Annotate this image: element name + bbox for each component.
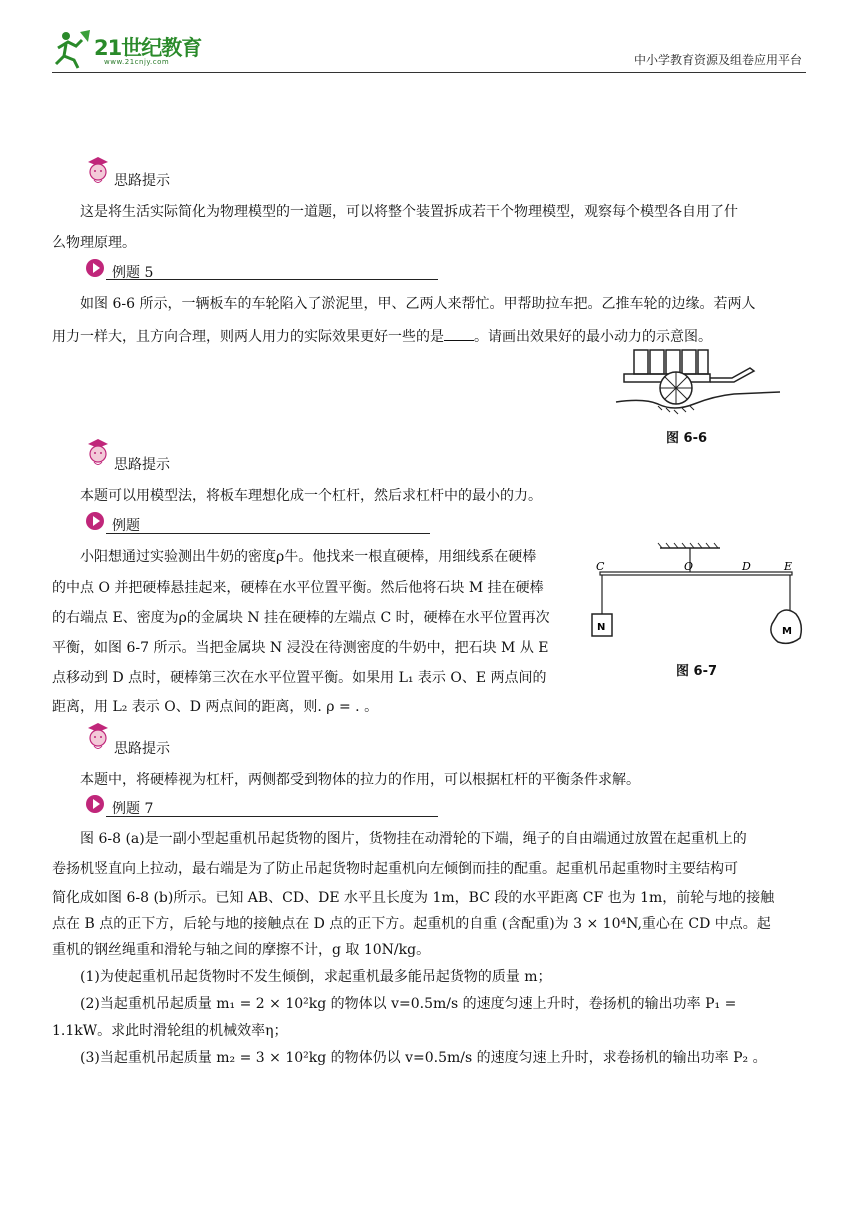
example-play-icon (86, 259, 104, 277)
platform-name: 中小学教育资源及组卷应用平台 (633, 53, 802, 67)
example-title: 例题 7 (112, 801, 154, 817)
lever-label: D (742, 560, 751, 573)
stone-m-label: M (782, 626, 792, 637)
paragraph-line: 的右端点 E、密度为ρ的金属块 N 挂在硬棒的左端点 C 时，硬棒在水平位置再次 (52, 610, 550, 626)
paragraph-line: 这是将生活实际简化为物理模型的一道题，可以将整个装置拆成若干个物理模型，观察每个模型各自用了什 (80, 204, 738, 220)
figure-caption: 图 6-7 (676, 664, 718, 679)
cart-figure (614, 344, 782, 416)
lever-label: E (784, 560, 793, 573)
figure-caption: 图 6-6 (666, 431, 708, 446)
page-header (52, 26, 806, 73)
example-rule (106, 533, 430, 534)
paragraph-line: 重机的钢丝绳重和滑轮与轴之间的摩擦不计，g 取 10N/kg。 (52, 942, 431, 958)
logo-url: www.21cnjy.com (104, 58, 170, 66)
lever-label: C (596, 560, 605, 573)
paragraph-line: 小阳想通过实验测出牛奶的密度ρ牛。他找来一根直硬棒，用细线系在硬棒 (80, 549, 537, 565)
question-2-cont: 1.1kW。求此时滑轮组的机械效率η； (52, 1023, 288, 1039)
logo-text: 21世纪教育 (94, 36, 202, 60)
hint-title: 思路提示 (114, 173, 170, 189)
example-rule (106, 279, 438, 280)
hint-title: 思路提示 (114, 457, 170, 473)
paragraph-line: 卷扬机竖直向上拉动，最右端是为了防止吊起货物时起重机向左倾倒而挂的配重。起重机吊起重物时主要结构可 (52, 861, 738, 877)
student-hint-icon (84, 154, 112, 186)
paragraph-line: 本题可以用模型法，将板车理想化成一个杠杆，然后求杠杆中的最小的力。 (80, 488, 542, 504)
paragraph-line: 么物理原理。 (52, 235, 136, 251)
paragraph-line: 距离，用 L₂ 表示 O、D 两点间的距离，则. ρ = . 。 (52, 699, 379, 715)
hint-title: 思路提示 (114, 741, 170, 757)
example-title: 例题 (112, 518, 140, 534)
paragraph-line: 的中点 O 并把硬棒悬挂起来，硬棒在水平位置平衡。然后他将石块 M 挂在硬棒 (52, 580, 544, 596)
example-rule (106, 816, 438, 817)
question-2: (2)当起重机吊起质量 m₁ = 2 × 10²kg 的物体以 v=0.5m/s 的速度匀速上升时，卷扬机的输出功率 P₁ = (80, 996, 737, 1012)
paragraph-line: 如图 6-6 所示，一辆板车的车轮陷入了淤泥里，甲、乙两人来帮忙。甲帮助拉车把。乙推车轮的边缘。若两人 (80, 296, 756, 312)
question-3: (3)当起重机吊起质量 m₂ = 3 × 10²kg 的物体仍以 v=0.5m/s 的速度匀速上升时，求卷扬机的输出功率 P₂ 。 (80, 1050, 767, 1066)
example-title: 例题 5 (112, 265, 154, 281)
question-1: (1)为使起重机吊起货物时不发生倾倒，求起重机最多能吊起货物的质量 m； (80, 969, 552, 985)
example-play-icon (86, 512, 104, 530)
paragraph-line: 本题中，将硬棒视为杠杆，两侧都受到物体的拉力的作用，可以根据杠杆的平衡条件求解。 (80, 772, 640, 788)
student-hint-icon (84, 720, 112, 752)
paragraph-line: 简化成如图 6-8 (b)所示。已知 AB、CD、DE 水平且长度为 1m，BC 段的水平距离 CF 也为 1m，前轮与地的接触 (52, 890, 775, 906)
lever-label: O (684, 560, 694, 573)
lever-figure (590, 542, 806, 652)
answer-blank (444, 326, 474, 341)
student-hint-icon (84, 436, 112, 468)
paragraph-line: 用力一样大，且方向合理，则两人用力的实际效果更好一些的是 。请画出效果好的最小动力的示意图。 (52, 326, 712, 346)
block-n-label: N (597, 622, 606, 633)
paragraph-line: 平衡，如图 6-7 所示。当把金属块 N 浸没在待测密度的牛奶中，把石块 M 从 E (52, 640, 549, 656)
paragraph-line: 点在 B 点的正下方，后轮与地的接触点在 D 点的正下方。起重机的自重 (含配重)为 3 × 10⁴N,重心在 CD 中点。起 (52, 916, 771, 932)
paragraph-line: 点移动到 D 点时，硬棒第三次在水平位置平衡。如果用 L₁ 表示 O、E 两点间的 (52, 670, 547, 686)
example-play-icon (86, 795, 104, 813)
paragraph-line: 图 6-8 (a)是一副小型起重机吊起货物的图片，货物挂在动滑轮的下端，绳子的自由端通过放置在起重机上的 (80, 831, 747, 847)
